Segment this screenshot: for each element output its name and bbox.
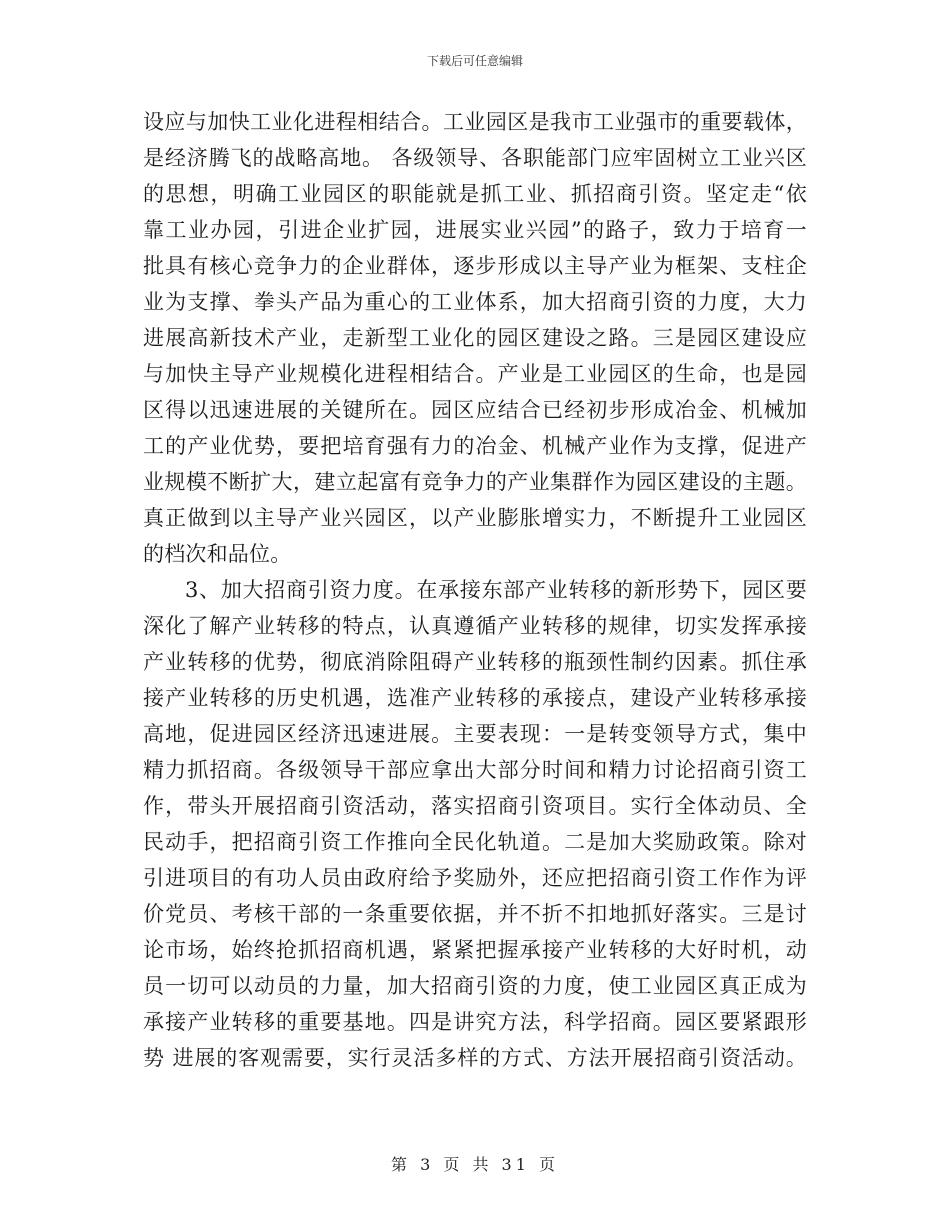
text-line: 势 进展的客观需要，实行灵活多样的方式、方法开展招商引资活动。	[143, 1046, 807, 1070]
text-line: 接产业转移的历史机遇，选准产业转移的承接点，建设产业转移承接	[143, 686, 807, 710]
text-line: 设应与加快工业化进程相结合。工业园区是我市工业强市的重要载体，	[143, 110, 807, 134]
text-line: 业为支撑、拳头产品为重心的工业体系，加大招商引资的力度，大力	[143, 290, 807, 314]
page-header: 下载后可任意编辑	[426, 54, 523, 68]
paragraph	[143, 104, 807, 572]
text-line: 作，带头开展招商引资活动，落实招商引资项目。实行全体动员、全	[143, 794, 807, 818]
text-line: 真正做到以主导产业兴园区，以产业膨胀增实力，不断提升工业园区	[143, 506, 807, 530]
text-line: 批具有核心竞争力的企业群体，逐步形成以主导产业为框架、支柱企	[143, 254, 807, 278]
text-line: 靠工业办园，引进企业扩园，进展实业兴园”的路子，致力于培育一	[143, 218, 807, 242]
text-line: 民动手，把招商引资工作推向全民化轨道。二是加大奖励政策。除对	[143, 830, 807, 854]
text-line: 精力抓招商。各级领导干部应拿出大部分时间和精力讨论招商引资工	[143, 758, 807, 782]
text-line: 引进项目的有功人员由政府给予奖励外，还应把招商引资工作作为评	[143, 866, 807, 890]
text-line: 员一切可以动员的力量，加大招商引资的力度，使工业园区真正成为	[143, 974, 807, 998]
text-line: 价党员、考核干部的一条重要依据，并不折不扣地抓好落实。三是讨	[143, 902, 807, 926]
text-line: 区得以迅速进展的关键所在。园区应结合已经初步形成冶金、机械加	[143, 398, 807, 422]
text-line: 承接产业转移的重要基地。四是讲究方法，科学招商。园区要紧跟形	[143, 1010, 807, 1034]
document-body	[143, 104, 807, 1076]
text-line: 深化了解产业转移的特点，认真遵循产业转移的规律，切实发挥承接	[143, 614, 807, 638]
paragraph	[143, 572, 807, 1076]
text-line: 论市场，始终抢抓招商机遇，紧紧把握承接产业转移的大好时机，动	[143, 938, 807, 962]
text-line: 高地，促进园区经济迅速进展。主要表现：一是转变领导方式，集中	[143, 722, 807, 746]
text-line: 的档次和品位。	[143, 542, 292, 566]
text-line: 是经济腾飞的战略高地。 各级领导、各职能部门应牢固树立工业兴区	[143, 146, 807, 170]
text-line: 与加快主导产业规模化进程相结合。产业是工业园区的生命，也是园	[143, 362, 807, 386]
text-line: 产业转移的优势，彻底消除阻碍产业转移的瓶颈性制约因素。抓住承	[143, 650, 807, 674]
text-line: 业规模不断扩大，建立起富有竞争力的产业集群作为园区建设的主题。	[143, 470, 807, 494]
text-line: 的思想，明确工业园区的职能就是抓工业、抓招商引资。坚定走“依	[143, 182, 807, 206]
text-line: 进展高新技术产业，走新型工业化的园区建设之路。三是园区建设应	[143, 326, 807, 350]
text-line: 工的产业优势，要把培育强有力的冶金、机械产业作为支撑，促进产	[143, 434, 807, 458]
text-line: 3、加大招商引资力度。在承接东部产业转移的新形势下，园区要	[185, 578, 807, 602]
page-number: 第 3 页 共 31 页	[391, 1155, 559, 1174]
